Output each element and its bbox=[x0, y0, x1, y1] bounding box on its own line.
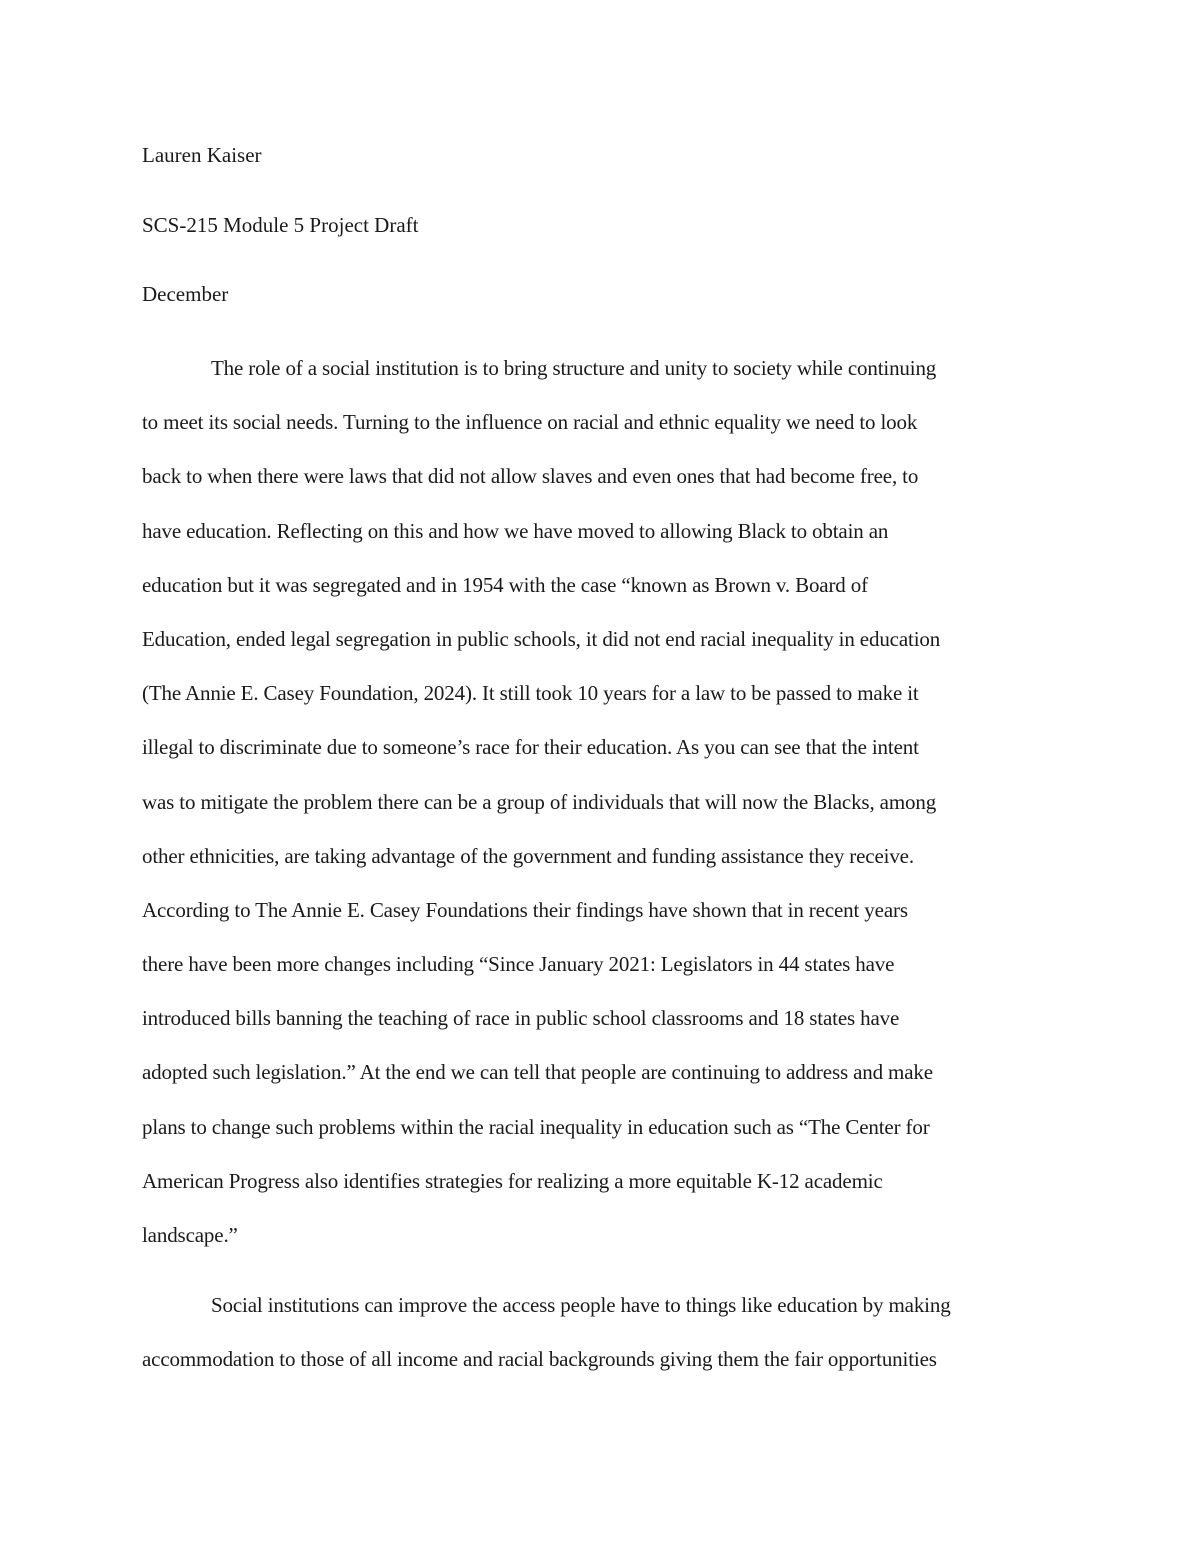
document-date: December bbox=[142, 282, 229, 306]
paragraph-line: other ethnicities, are taking advantage of the government and funding assistance they receive. bbox=[142, 843, 914, 868]
paragraph-line: American Progress also identifies strategies for realizing a more equitable K-12 academic bbox=[142, 1168, 883, 1193]
paragraph-line: introduced bills banning the teaching of race in public school classrooms and 18 states have bbox=[142, 1006, 900, 1031]
paragraph-2 bbox=[142, 1278, 1062, 1386]
paragraph-line: The role of a social institution is to bring structure and unity to society while continuing bbox=[211, 356, 937, 380]
paragraph-line: accommodation to those of all income and racial backgrounds giving them the fair opportunities bbox=[142, 1347, 937, 1372]
paragraph-line: Social institutions can improve the access people have to things like education by making bbox=[211, 1293, 951, 1318]
author-name: Lauren Kaiser bbox=[142, 143, 262, 167]
paragraph-line: (The Annie E. Casey Foundation, 2024). It still took 10 years for a law to be passed to make it bbox=[142, 681, 919, 706]
paragraph-line: landscape.” bbox=[142, 1223, 238, 1247]
paragraph-line: adopted such legislation.” At the end we can tell that people are continuing to address and make bbox=[142, 1060, 933, 1085]
paragraph-line: there have been more changes including “Since January 2021: Legislators in 44 states have bbox=[142, 952, 895, 977]
document-body bbox=[142, 138, 1062, 1387]
paragraph-line: to meet its social needs. Turning to the influence on racial and ethnic equality we need to look bbox=[142, 410, 918, 435]
paragraph-line: plans to change such problems within the racial inequality in education such as “The Center for bbox=[142, 1114, 930, 1139]
paragraph-line: have education. Reflecting on this and how we have moved to allowing Black to obtain an bbox=[142, 518, 889, 543]
paragraph-spacer bbox=[142, 1262, 1062, 1278]
course-title: SCS-215 Module 5 Project Draft bbox=[142, 212, 419, 237]
paragraph-line: According to The Annie E. Casey Foundations their findings have shown that in recent years bbox=[142, 897, 908, 922]
paragraph-1 bbox=[142, 341, 1062, 1262]
paragraph-line: illegal to discriminate due to someone’s race for their education. As you can see that the intent bbox=[142, 735, 919, 760]
paragraph-line: back to when there were laws that did not allow slaves and even ones that had become free, to bbox=[142, 464, 919, 489]
paragraph-line: was to mitigate the problem there can be a group of individuals that will now the Blacks, among bbox=[142, 789, 937, 814]
paragraph-line: education but it was segregated and in 1954 with the case “known as Brown v. Board of bbox=[142, 572, 868, 597]
paragraph-line: Education, ended legal segregation in public schools, it did not end racial inequality in education bbox=[142, 626, 941, 651]
